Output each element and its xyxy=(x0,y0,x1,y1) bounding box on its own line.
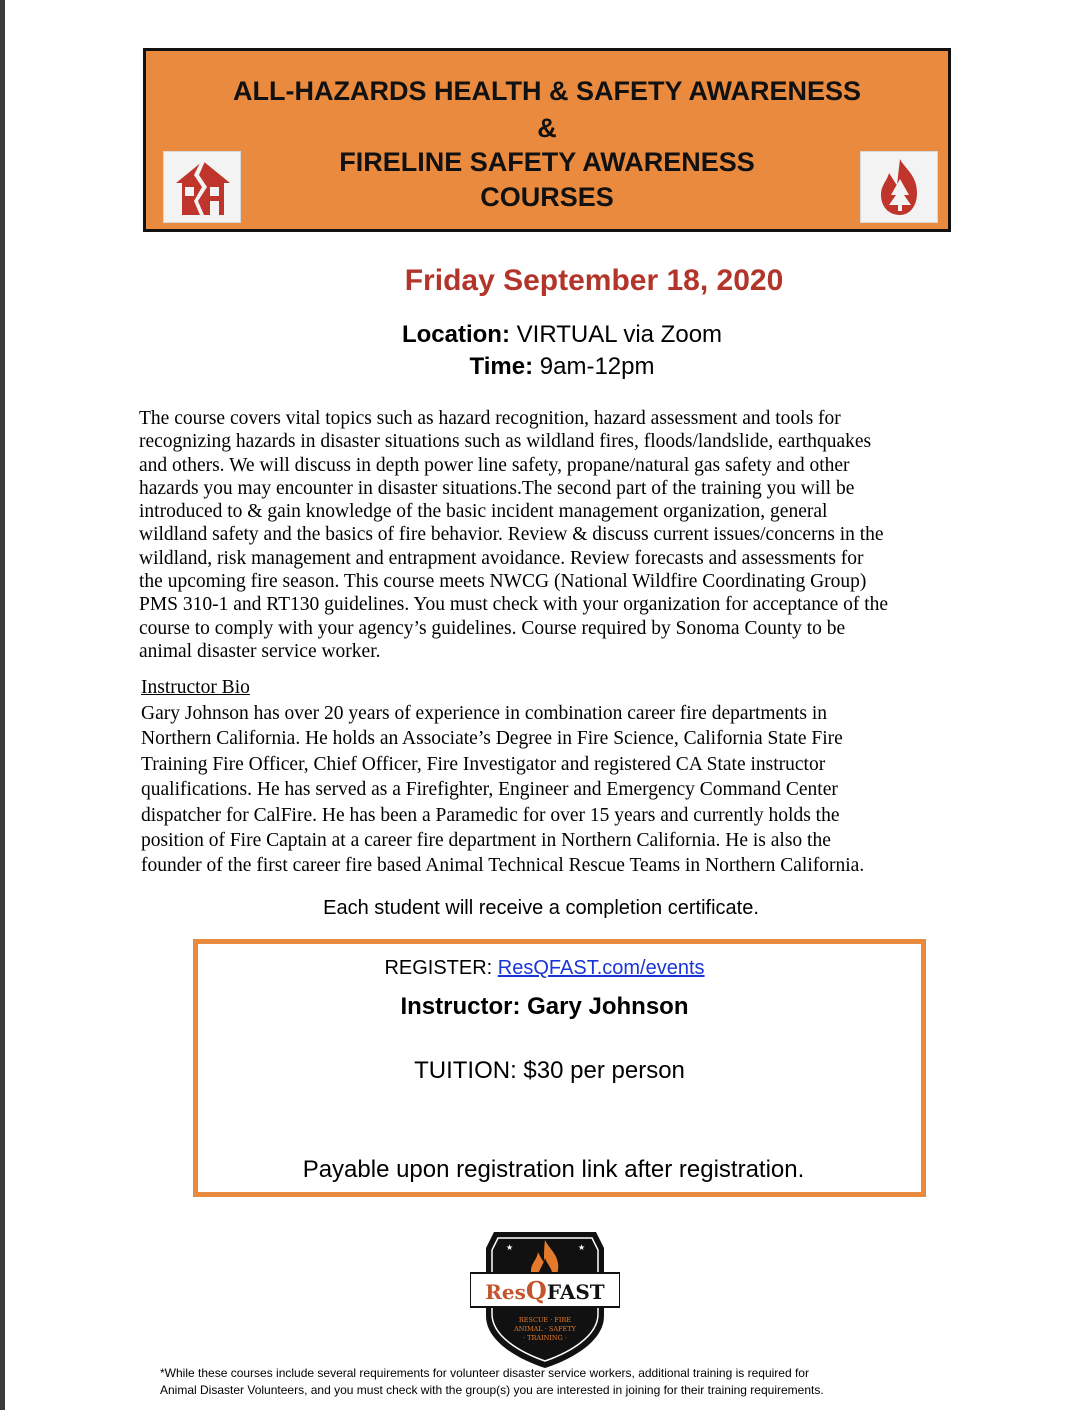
location-label: Location: xyxy=(401,321,510,348)
time-value: 9am-12pm xyxy=(533,353,655,380)
payment-line: Payable upon registration link after registration. xyxy=(302,1156,805,1183)
page-edge-rule xyxy=(0,0,5,1410)
footnote-line-2: Animal Disaster Volunteers, and you must check with the group(s) you are interested in joining for their training requirements. xyxy=(160,1383,824,1397)
svg-text:ResQFAST xyxy=(485,1276,605,1305)
bio-line: founder of the first career fire based Animal Technical Rescue Teams in Northern California. xyxy=(141,855,865,877)
wildfire-icon xyxy=(860,151,938,223)
logo-name-part2: Q xyxy=(525,1276,547,1305)
logo-tagline-2: ANIMAL · SAFETY xyxy=(514,1325,576,1333)
bio-line: qualifications. He has served as a Firefighter, Engineer and Emergency Command Center xyxy=(141,779,838,801)
register-link[interactable]: ResQFAST.com/events xyxy=(497,957,705,979)
bio-line: position of Fire Captain at a career fire department in Northern California. He is also the xyxy=(141,830,831,852)
header-title-line3: FIRELINE SAFETY AWARENESS xyxy=(339,147,755,177)
damaged-house-icon xyxy=(163,151,241,223)
header-title-line4: COURSES xyxy=(480,182,614,212)
description-line: animal disaster service worker. xyxy=(139,640,381,662)
svg-text:★: ★ xyxy=(578,1243,586,1252)
svg-text:★: ★ xyxy=(506,1243,514,1252)
header-banner xyxy=(143,48,951,232)
bio-line: dispatcher for CalFire. He has been a Paramedic for over 15 years and currently holds the xyxy=(141,804,840,826)
logo-tagline-3: · TRAINING · xyxy=(523,1334,567,1342)
course-description xyxy=(139,407,888,663)
description-line: The course covers vital topics such as hazard recognition, hazard assessment and tools for xyxy=(139,408,841,429)
bio-heading: Instructor Bio xyxy=(141,677,250,698)
description-line: wildland safety and the basics of fire behavior. Review & discuss current issues/concerns in the xyxy=(139,524,884,546)
description-line: introduced to & gain knowledge of the basic incident management organization, general xyxy=(139,501,828,523)
logo-name-part1: Res xyxy=(485,1280,526,1304)
location-value: VIRTUAL via Zoom xyxy=(509,321,723,348)
tuition-line: TUITION: $30 per person xyxy=(414,1057,685,1084)
logo-name-part3: FAST xyxy=(546,1280,605,1304)
register-line xyxy=(168,957,921,980)
certificate-note: Each student will receive a completion certificate. xyxy=(323,897,759,919)
bio-line: Training Fire Officer, Chief Officer, Fire Investigator and registered CA State instructor xyxy=(141,753,826,775)
event-location xyxy=(0,321,1092,349)
description-line: and others. We will discuss in depth power line safety, propane/natural gas safety and other xyxy=(139,454,850,476)
resqfast-shield-logo xyxy=(470,1220,620,1370)
description-line: the upcoming fire season. This course meets NWCG (National Wildfire Coordinating Group) xyxy=(139,571,867,593)
instructor-bio xyxy=(141,701,864,879)
footnote-line-1: *While these courses include several requirements for volunteer disaster service workers, additional training is required for xyxy=(160,1366,809,1380)
description-line: recognizing hazards in disaster situations such as wildland fires, floods/landslide, earthquakes xyxy=(139,431,872,453)
time-label: Time: xyxy=(469,353,534,380)
register-label: REGISTER: xyxy=(384,957,498,979)
header-title-line2: & xyxy=(537,113,557,143)
event-date: Friday September 18, 2020 xyxy=(404,264,784,297)
description-line: course to comply with your agency’s guidelines. Course required by Sonoma County to be xyxy=(139,617,846,639)
bio-line: Northern California. He holds an Associate’s Degree in Fire Science, California State Fire xyxy=(141,728,843,750)
event-time xyxy=(0,353,1092,381)
footnote xyxy=(160,1365,960,1399)
logo-tagline-1: RESCUE · FIRE xyxy=(518,1316,572,1324)
header-title-line1: ALL-HAZARDS HEALTH & SAFETY AWARENESS xyxy=(232,76,861,106)
description-line: wildland, risk management and entrapment avoidance. Review forecasts and assessments for xyxy=(139,547,864,569)
bio-line: Gary Johnson has over 20 years of experience in combination career fire departments in xyxy=(141,703,828,724)
description-line: hazards you may encounter in disaster situations.The second part of the training you will be xyxy=(139,477,855,499)
registration-box xyxy=(193,939,926,1197)
description-line: PMS 310-1 and RT130 guidelines. You must check with your organization for acceptance of the xyxy=(139,594,889,616)
instructor-name: Instructor: Gary Johnson xyxy=(400,993,689,1020)
